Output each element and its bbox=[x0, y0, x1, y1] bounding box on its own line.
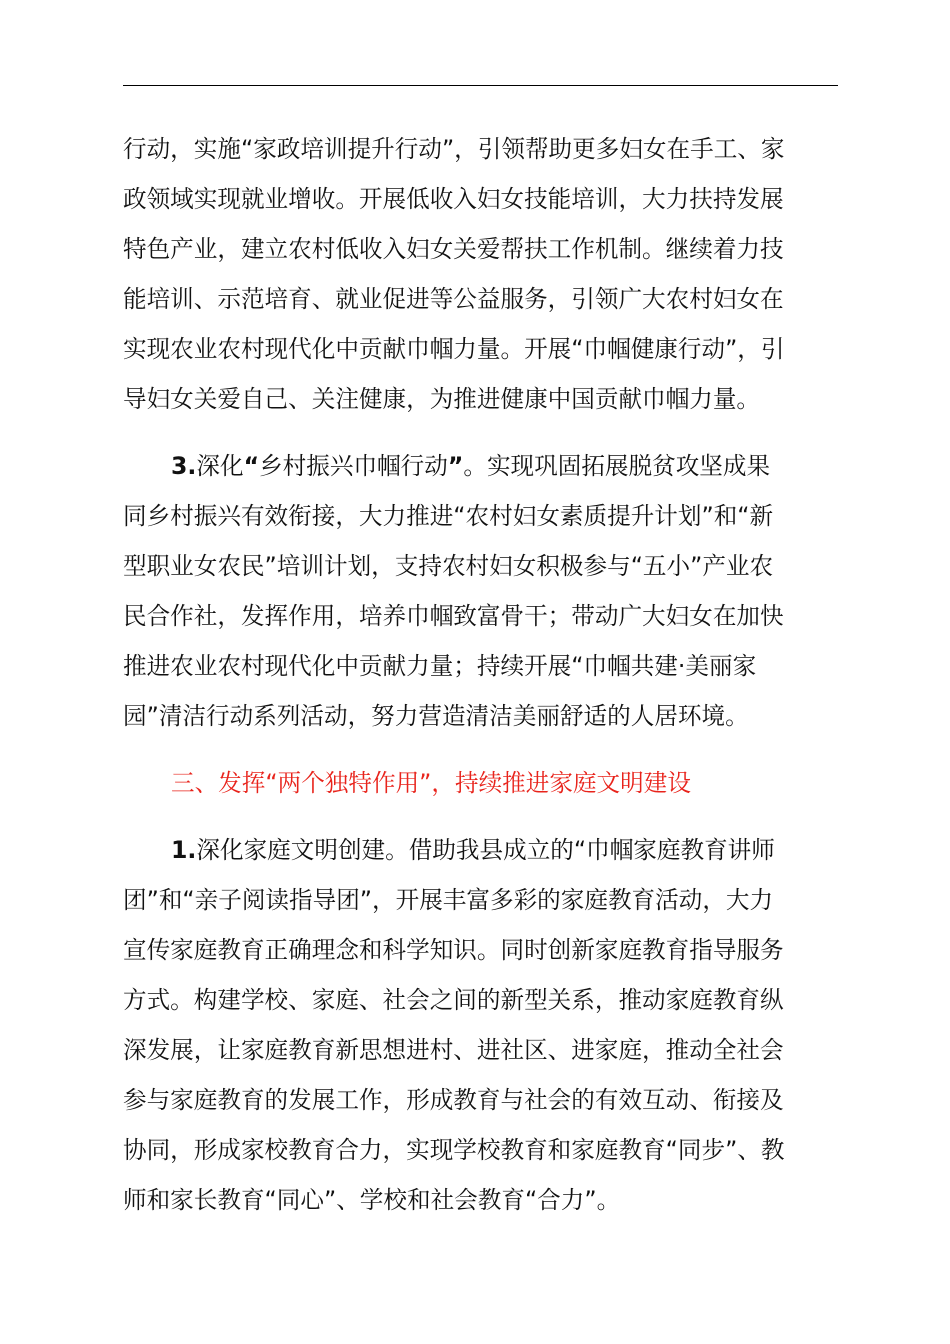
paragraph-line: 能培训、示范培育、就业促进等公益服务，引领广大农村妇女在 bbox=[123, 285, 784, 313]
item-title-prefix: 深化 bbox=[196, 452, 244, 480]
item-text: 。实现巩固拓展脱贫攻坚成果 bbox=[463, 452, 771, 480]
paragraph-line: 团”和“亲子阅读指导团”，开展丰富多彩的家庭教育活动，大力 bbox=[123, 886, 774, 914]
header-rule bbox=[123, 85, 838, 86]
paragraph-line: 同乡村振兴有效衔接，大力推进“农村妇女素质提升计划”和“新 bbox=[123, 502, 774, 530]
section-heading: 三、发挥“两个独特作用”，持续推进家庭文明建设 bbox=[171, 769, 691, 797]
paragraph-first-line bbox=[123, 441, 838, 491]
document-body bbox=[123, 124, 838, 1225]
item-number: 1. bbox=[171, 836, 197, 864]
paragraph-family-civilization bbox=[123, 825, 838, 1225]
paragraph-line: 方式。构建学校、家庭、社会之间的新型关系，推动家庭教育纵 bbox=[123, 986, 784, 1014]
paragraph-line: 协同，形成家校教育合力，实现学校教育和家庭教育“同步”、教 bbox=[123, 1136, 785, 1164]
paragraph-line: 行动，实施“家政培训提升行动”，引领帮助更多妇女在手工、家 bbox=[123, 135, 785, 163]
paragraph-line: 师和家长教育“同心”、学校和社会教育“合力”。 bbox=[123, 1186, 621, 1214]
item-number: 3. bbox=[171, 452, 197, 480]
item-title: 乡村振兴巾帼行动 bbox=[259, 452, 448, 480]
paragraph-first-line bbox=[123, 825, 838, 875]
paragraph-line: 推进农业农村现代化中贡献力量；持续开展“巾帼共建·美丽家 bbox=[123, 652, 757, 680]
quote-open: “ bbox=[243, 452, 260, 480]
paragraph-rural-revitalization bbox=[123, 441, 838, 741]
paragraph-continuation bbox=[123, 124, 838, 424]
paragraph-line: 宣传家庭教育正确理念和科学知识。同时创新家庭教育指导服务 bbox=[123, 936, 784, 964]
paragraph-line: 民合作社，发挥作用，培养巾帼致富骨干；带动广大妇女在加快 bbox=[123, 602, 784, 630]
paragraph-line: 型职业女农民”培训计划，支持农村妇女积极参与“五小”产业农 bbox=[123, 552, 774, 580]
paragraph-line: 实现农业农村现代化中贡献巾帼力量。开展“巾帼健康行动”，引 bbox=[123, 335, 785, 363]
paragraph-line: 参与家庭教育的发展工作，形成教育与社会的有效互动、衔接及 bbox=[123, 1086, 784, 1114]
paragraph-line: 导妇女关爱自己、关注健康，为推进健康中国贡献巾帼力量。 bbox=[123, 385, 761, 413]
paragraph-line: 深发展，让家庭教育新思想进村、进社区、进家庭，推动全社会 bbox=[123, 1036, 784, 1064]
paragraph-line: 特色产业，建立农村低收入妇女关爱帮扶工作机制。继续着力技 bbox=[123, 235, 784, 263]
paragraph-line: 政领域实现就业增收。开展低收入妇女技能培训，大力扶持发展 bbox=[123, 185, 784, 213]
quote-close: ” bbox=[447, 452, 464, 480]
paragraph-line: 园”清洁行动系列活动，努力营造清洁美丽舒适的人居环境。 bbox=[123, 702, 749, 730]
item-text: 深化家庭文明创建。借助我县成立的“巾帼家庭教育讲师 bbox=[196, 836, 775, 864]
